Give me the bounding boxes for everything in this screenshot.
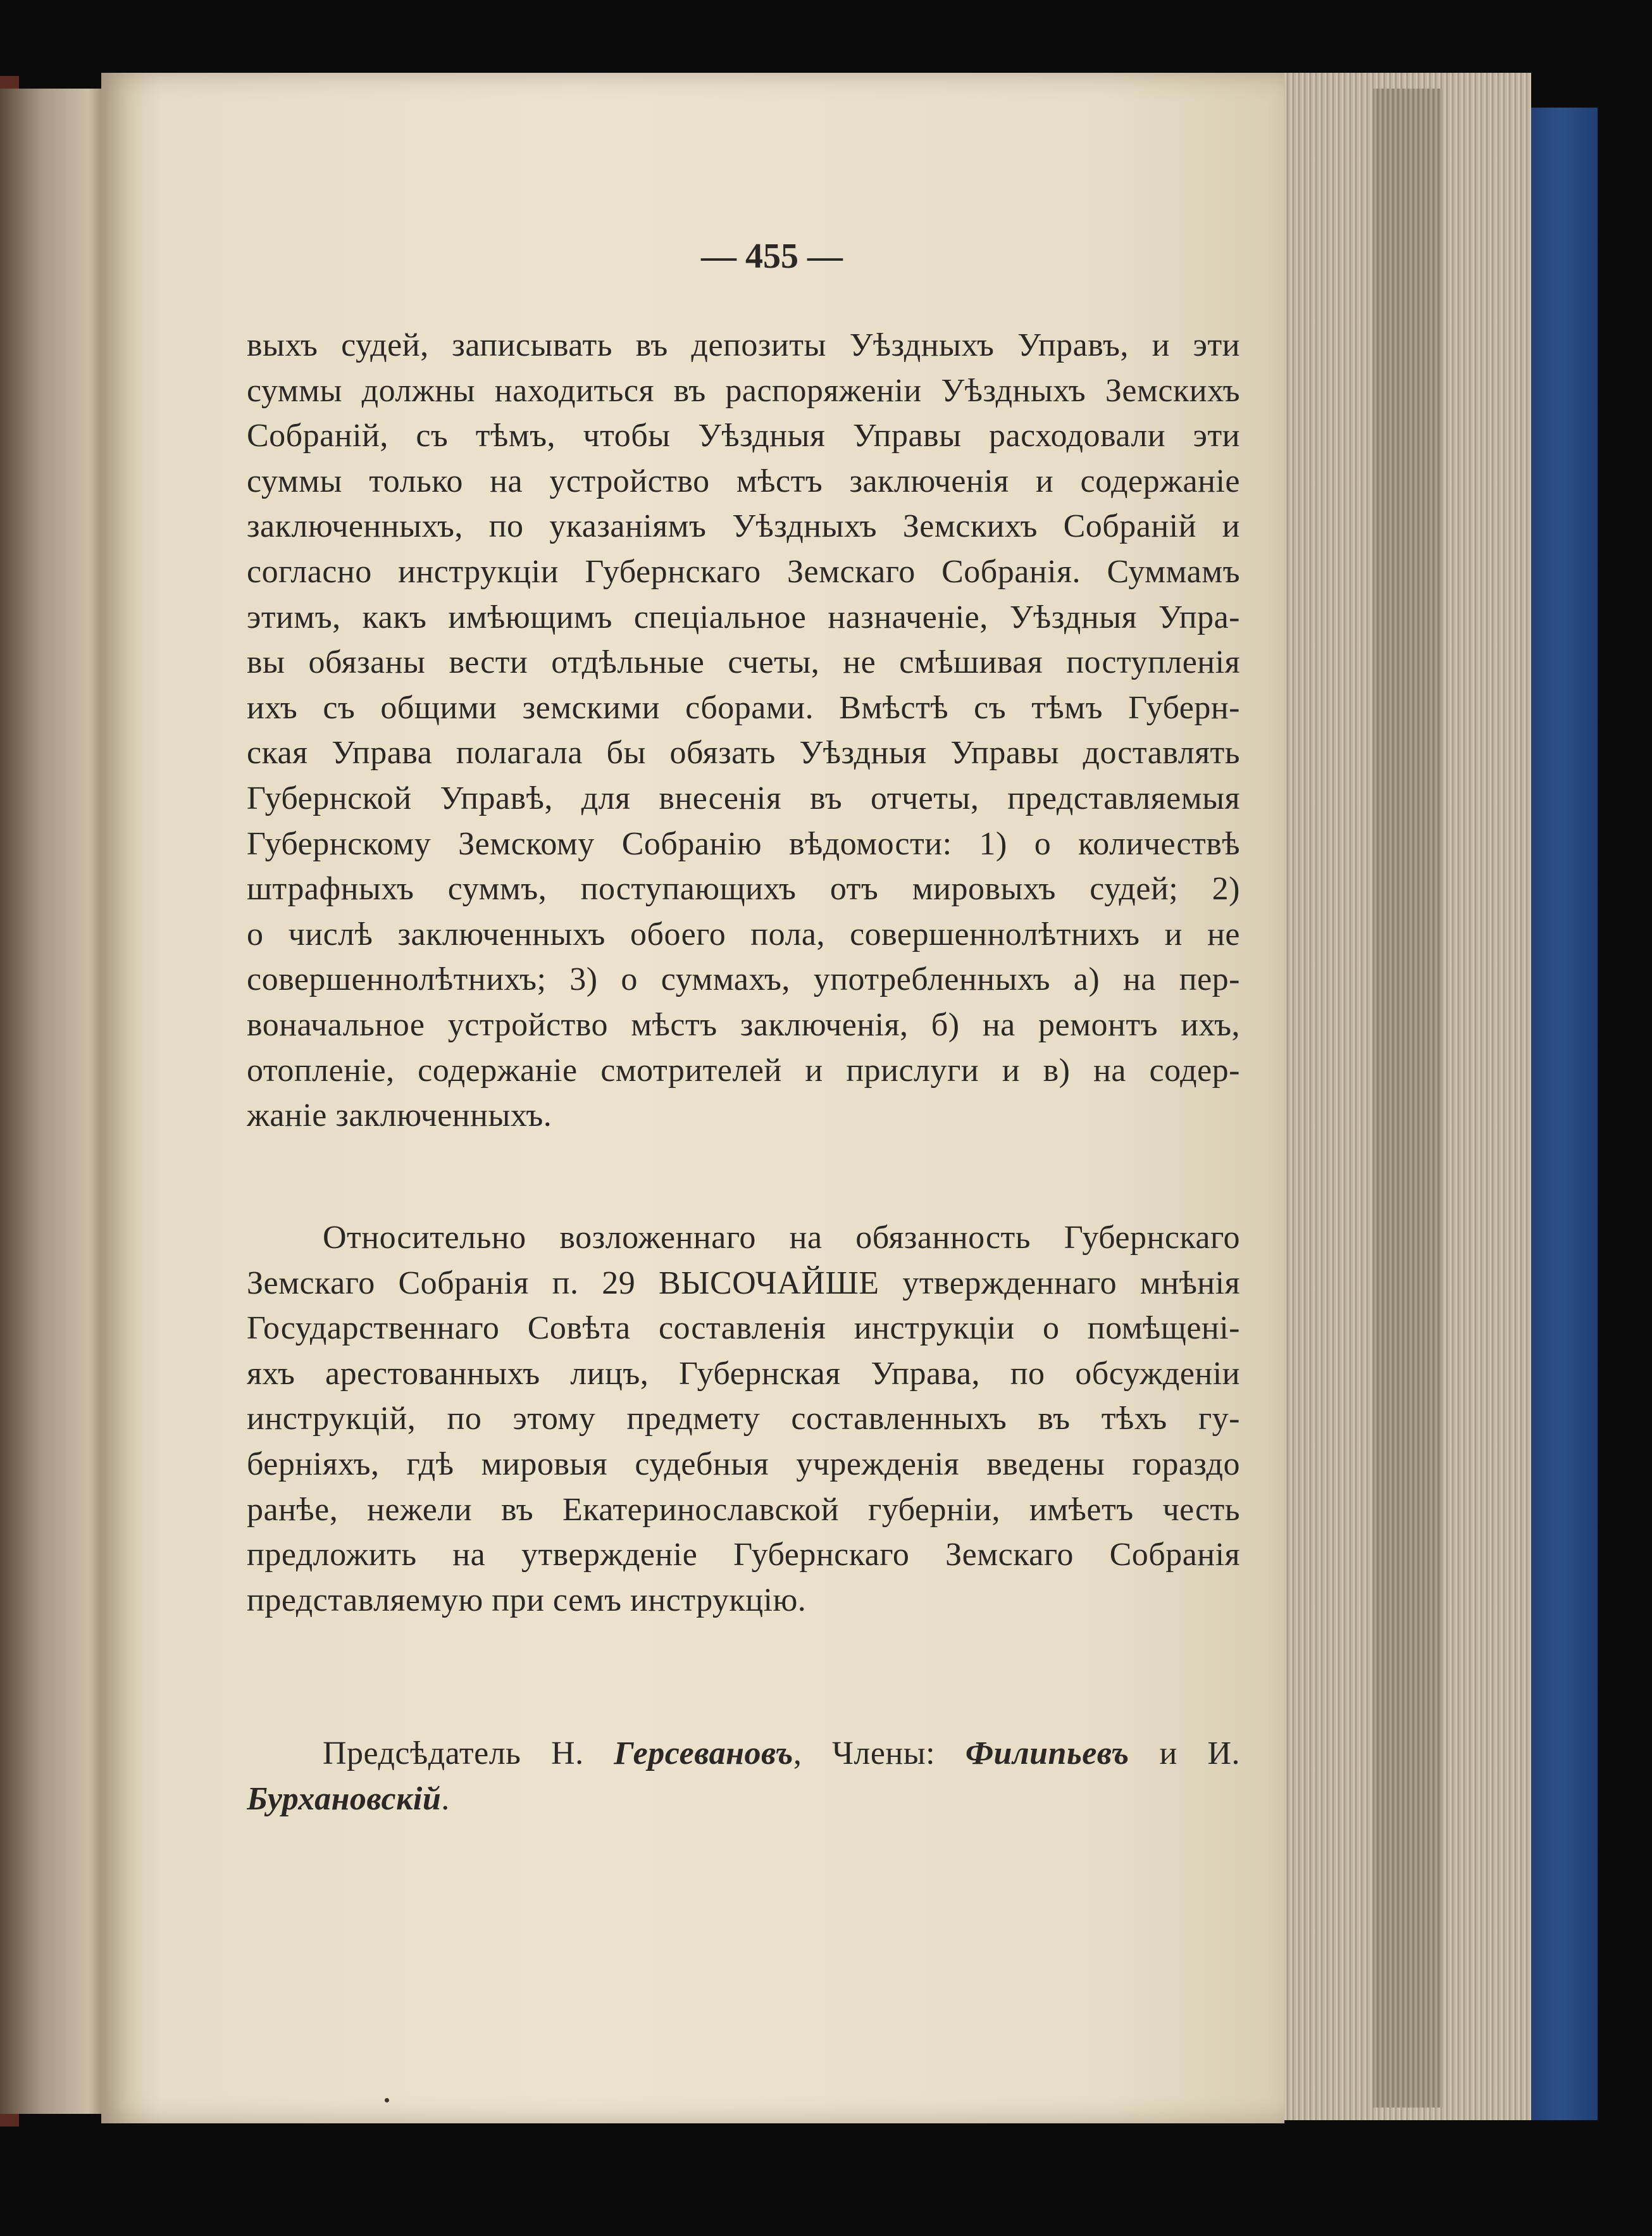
text-line: Губернской Управѣ, для внесенія въ отчеты, представляемыя: [247, 780, 1240, 816]
text-line: ская Управа полагала бы обязать Уѣздныя Управы доставлять: [247, 735, 1240, 771]
text-line: воначальное устройство мѣстъ заключенія, б) на ремонтъ ихъ,: [247, 1006, 1240, 1043]
and-text: и И.: [1129, 1735, 1240, 1771]
text-line: ихъ съ общими земскими сборами. Вмѣстѣ съ тѣмъ Губерн-: [247, 689, 1240, 726]
chair-label: Предсѣдатель Н.: [323, 1735, 614, 1771]
signature-end: .: [441, 1780, 450, 1817]
text-line: предложить на утвержденіе Губернскаго Земскаго Собранія: [247, 1537, 1240, 1573]
text-line: суммы должны находиться въ распоряженіи Уѣздныхъ Земскихъ: [247, 372, 1240, 409]
text-line: представляемую при семъ инструкцію.: [247, 1582, 807, 1618]
book-page: [101, 73, 1284, 2123]
members-label: , Члены:: [793, 1735, 966, 1771]
text-line: ранѣе, нежели въ Екатеринославской губерніи, имѣетъ честь: [247, 1491, 1240, 1528]
member-name-1: Филипьевъ: [965, 1735, 1129, 1771]
text-line: согласно инструкціи Губернскаго Земскаго Собранія. Суммамъ: [247, 553, 1240, 590]
text-line: берніяхъ, гдѣ мировыя судебныя учрежденія введены гораздо: [247, 1446, 1240, 1482]
text-line: Губернскому Земскому Собранію вѣдомости: 1) о количествѣ: [247, 825, 1240, 862]
left-page-edge: [0, 89, 104, 2114]
page-block-shadow: [1373, 89, 1443, 2108]
text-line: инструкцій, по этому предмету составленныхъ въ тѣхъ гу-: [247, 1401, 1240, 1437]
member-name-2: Бурхановскій: [247, 1780, 442, 1817]
text-line: о числѣ заключенныхъ обоего пола, совершеннолѣтнихъ и не: [247, 916, 1240, 952]
text-line: Относительно возложеннаго на обязанность Губернскаго: [323, 1220, 1240, 1256]
right-cover-board: [1522, 108, 1598, 2120]
signature-line-2: [247, 1777, 1240, 1822]
chair-name: Герсевановъ: [614, 1735, 793, 1771]
paragraph-2: [247, 1215, 1240, 1623]
signature-block: [247, 1731, 1240, 1821]
text-line: заключенныхъ, по указаніямъ Уѣздныхъ Земскихъ Собраній и: [247, 508, 1240, 545]
text-line: этимъ, какъ имѣющимъ спеціальное назначеніе, Уѣздныя Упра-: [247, 599, 1240, 635]
text-line: совершеннолѣтнихъ; 3) о суммахъ, употребленныхъ а) на пер-: [247, 961, 1240, 998]
text-line: вы обязаны вести отдѣльные счеты, не смѣшивая поступленія: [247, 644, 1240, 681]
paragraph-1: [247, 323, 1240, 1139]
text-line: выхъ судей, записывать въ депозиты Уѣздныхъ Управъ, и эти: [247, 327, 1240, 363]
text-line: жаніе заключенныхъ.: [247, 1097, 552, 1134]
text-line: штрафныхъ суммъ, поступающихъ отъ мировыхъ судей; 2): [247, 871, 1240, 908]
text-line: Земскаго Собранія п. 29 ВЫСОЧАЙШЕ утвержденнаго мнѣнія: [247, 1265, 1240, 1301]
ink-spot: [385, 2098, 389, 2102]
text-line: Государственнаго Совѣта составленія инструкціи о помѣщені-: [247, 1310, 1240, 1347]
text-line: Собраній, съ тѣмъ, чтобы Уѣздныя Управы расходовали эти: [247, 418, 1240, 454]
signature-line-1: [247, 1731, 1240, 1777]
text-line: яхъ арестованныхъ лицъ, Губернская Управа, по обсужденіи: [247, 1355, 1240, 1392]
page-number: — 455 —: [701, 237, 843, 276]
text-line: отопленіе, содержаніе смотрителей и прислуги и в) на содер-: [247, 1052, 1240, 1089]
text-line: суммы только на устройство мѣстъ заключенія и содержаніе: [247, 463, 1240, 499]
